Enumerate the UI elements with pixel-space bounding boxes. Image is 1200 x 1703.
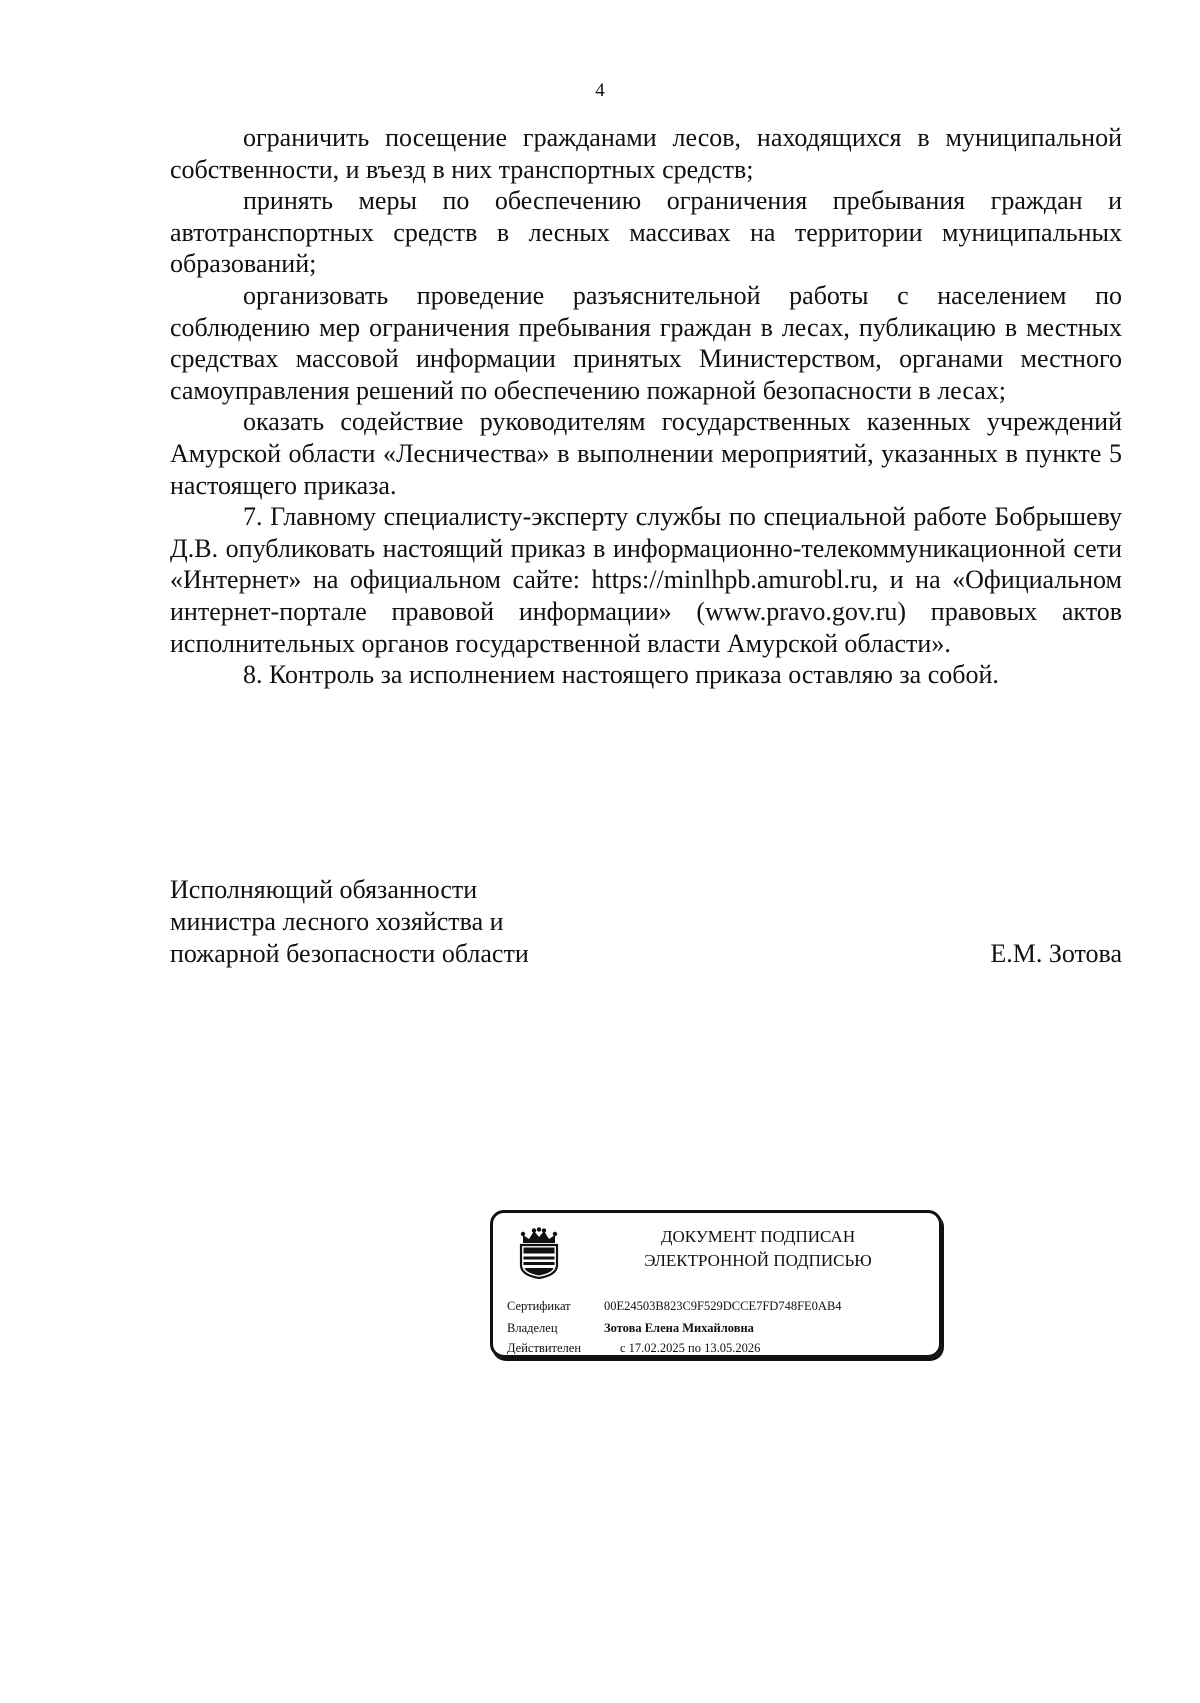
signatory-title-line: министра лесного хозяйства и [170,907,504,936]
signatory-name: Е.М. Зотова [990,939,1122,968]
stamp-heading [593,1225,923,1273]
paragraph-restrict-stay: принять меры по обеспечению ограничения пребывания граждан и автотранспортных средств в лесных массивах на территории муниципальных образований; [170,186,1122,279]
stamp-owner-row [507,1320,754,1336]
stamp-certificate-label: Сертификат [507,1299,571,1313]
stamp-owner-label: Владелец [507,1321,558,1335]
stamp-owner-value: Зотова Елена Михайловна [604,1321,754,1335]
document-body [170,122,1122,691]
signature-block [170,874,1122,970]
signatory-title-line: Исполняющий обязанности [170,875,478,904]
regional-coat-of-arms-icon [515,1227,563,1279]
stamp-validity-label: Действителен [507,1341,582,1355]
page-number: 4 [595,80,605,101]
stamp-certificate-row [507,1298,842,1314]
electronic-signature-stamp [490,1210,942,1358]
signatory-title-line: пожарной безопасности области [170,939,529,968]
stamp-heading-line: ЭЛЕКТРОННОЙ ПОДПИСЬЮ [644,1251,872,1270]
paragraph-item-8-control: 8. Контроль за исполнением настоящего приказа оставляю за собой. [243,660,999,690]
paragraph-restrict-visits: ограничить посещение гражданами лесов, находящихся в муниципальной собственности, и въезд в них транспортных средств; [170,123,1122,184]
paragraph-explanatory-work: организовать проведение разъяснительной работы с населением по соблюдению мер ограничения пребывания граждан в лесах, публикацию в местных средствах массовой информации принятых Министерством, органами местного самоуправления решений по обеспечению пожарной безопасности в лесах; [170,280,1122,405]
stamp-heading-line: ДОКУМЕНТ ПОДПИСАН [660,1227,856,1246]
paragraph-assist-forestries: оказать содействие руководителям государственных казенных учреждений Амурской области «Лесничества» в выполнении мероприятий, указанных в пункте 5 настоящего приказа. [170,407,1122,500]
stamp-validity-value: с 17.02.2025 по 13.05.2026 [620,1341,761,1355]
stamp-certificate-value: 00E24503B823C9F529DCCE7FD748FE0AB4 [604,1299,842,1313]
paragraph-item-7-publish: 7. Главному специалисту-эксперту службы по специальной работе Бобрышеву Д.В. опубликовать настоящий приказ в информационно-телекоммуникационной сети «Интернет» на официальном сайте: https://minlhpb.amurobl.ru, и на «Официальном интернет-портале правовой информации» (www.pravo.gov.ru) правовых актов исполнительных органов государственной власти Амурской области». [170,502,1122,658]
stamp-validity-row [507,1340,760,1356]
